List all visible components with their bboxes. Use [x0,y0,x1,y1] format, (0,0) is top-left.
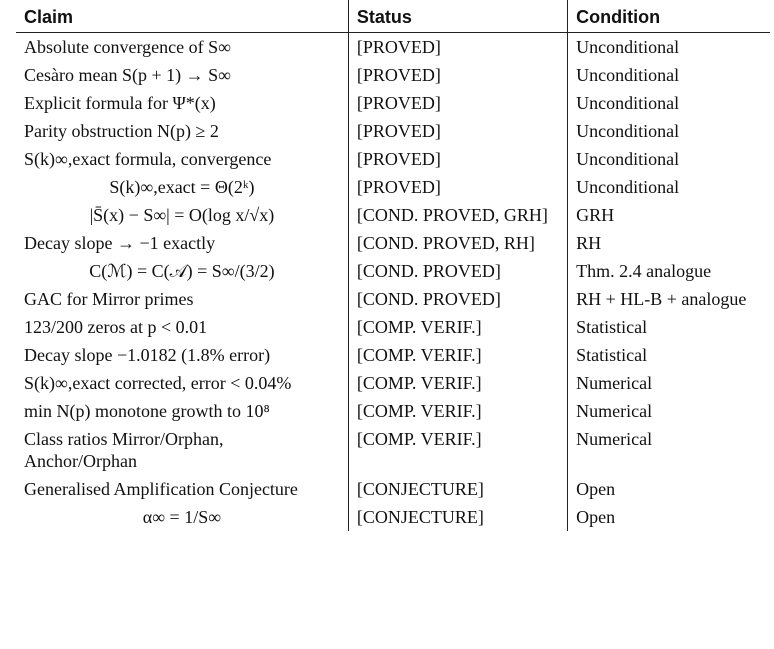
table-row [16,145,770,173]
condition-cell: RH [568,229,770,257]
header-condition: Condition [568,0,770,33]
table-row [16,285,770,313]
condition-cell: Statistical [568,341,770,369]
condition-cell: RH + HL-B + analogue [568,285,770,313]
condition-cell: Unconditional [568,33,770,62]
claim-cell: Absolute convergence of S∞ [24,37,231,57]
status-cell: [COND. PROVED, RH] [348,229,567,257]
table-row [16,341,770,369]
claim-cell: GAC for Mirror primes [24,289,194,309]
claim-cell: min N(p) monotone growth to 10⁸ [24,401,270,421]
condition-cell: GRH [568,201,770,229]
status-cell: [PROVED] [348,145,567,173]
condition-cell: Unconditional [568,89,770,117]
table-row [16,397,770,425]
table-row [16,425,770,475]
status-cell: [PROVED] [348,61,567,89]
status-cell: [COND. PROVED, GRH] [348,201,567,229]
status-cell: [COMP. VERIF.] [348,341,567,369]
status-cell: [COND. PROVED] [348,257,567,285]
claim-cell: α∞ = 1/S∞ [142,507,222,527]
claim-cell: S(k)∞,exact = Θ(2ᵏ) [109,177,255,197]
claim-cell: C(ℳ) = C(𝒜) = S∞/(3/2) [89,261,275,281]
claim-cell: Decay slope → −1 exactly [24,233,216,253]
condition-cell: Statistical [568,313,770,341]
condition-cell: Unconditional [568,61,770,89]
table-row [16,201,770,229]
status-cell: [PROVED] [348,33,567,62]
status-cell: [PROVED] [348,117,567,145]
condition-cell: Open [568,475,770,503]
table-row [16,89,770,117]
status-cell: [COMP. VERIF.] [348,397,567,425]
table-row [16,257,770,285]
claim-cell: 123/200 zeros at p < 0.01 [24,317,208,337]
table-row [16,61,770,89]
claim-cell: Generalised Amplification Conjecture [24,479,298,499]
condition-cell: Numerical [568,425,770,475]
condition-cell: Open [568,503,770,531]
status-cell: [CONJECTURE] [348,503,567,531]
condition-cell: Unconditional [568,145,770,173]
status-cell: [PROVED] [348,89,567,117]
claim-cell: S(k)∞,exact corrected, error < 0.04% [24,373,292,393]
claim-cell: Parity obstruction N(p) ≥ 2 [24,121,219,141]
table-row [16,229,770,257]
table-row [16,313,770,341]
claim-cell: Cesàro mean S(p + 1) → S∞ [24,65,231,85]
table-row [16,117,770,145]
table-row [16,33,770,62]
claim-cell: Class ratios Mirror/Orphan, Anchor/Orphan [24,429,224,471]
table-row [16,475,770,503]
header-status: Status [348,0,567,33]
status-cell: [COMP. VERIF.] [348,425,567,475]
claim-cell: S(k)∞,exact formula, convergence [24,149,272,169]
claim-cell: Explicit formula for Ψ*(x) [24,93,216,113]
condition-cell: Thm. 2.4 analogue [568,257,770,285]
status-cell: [COMP. VERIF.] [348,313,567,341]
condition-cell: Numerical [568,397,770,425]
results-table [16,0,770,531]
condition-cell: Numerical [568,369,770,397]
table-row [16,503,770,531]
claim-cell: |S̄(x) − S∞| = O(log x/√x) [89,205,275,225]
status-cell: [COMP. VERIF.] [348,369,567,397]
table-row [16,173,770,201]
status-cell: [PROVED] [348,173,567,201]
table-row [16,369,770,397]
condition-cell: Unconditional [568,173,770,201]
table-header-row [16,0,770,33]
claim-cell: Decay slope −1.0182 (1.8% error) [24,345,271,365]
status-cell: [CONJECTURE] [348,475,567,503]
header-claim: Claim [16,0,348,33]
condition-cell: Unconditional [568,117,770,145]
table-body [16,33,770,532]
status-cell: [COND. PROVED] [348,285,567,313]
